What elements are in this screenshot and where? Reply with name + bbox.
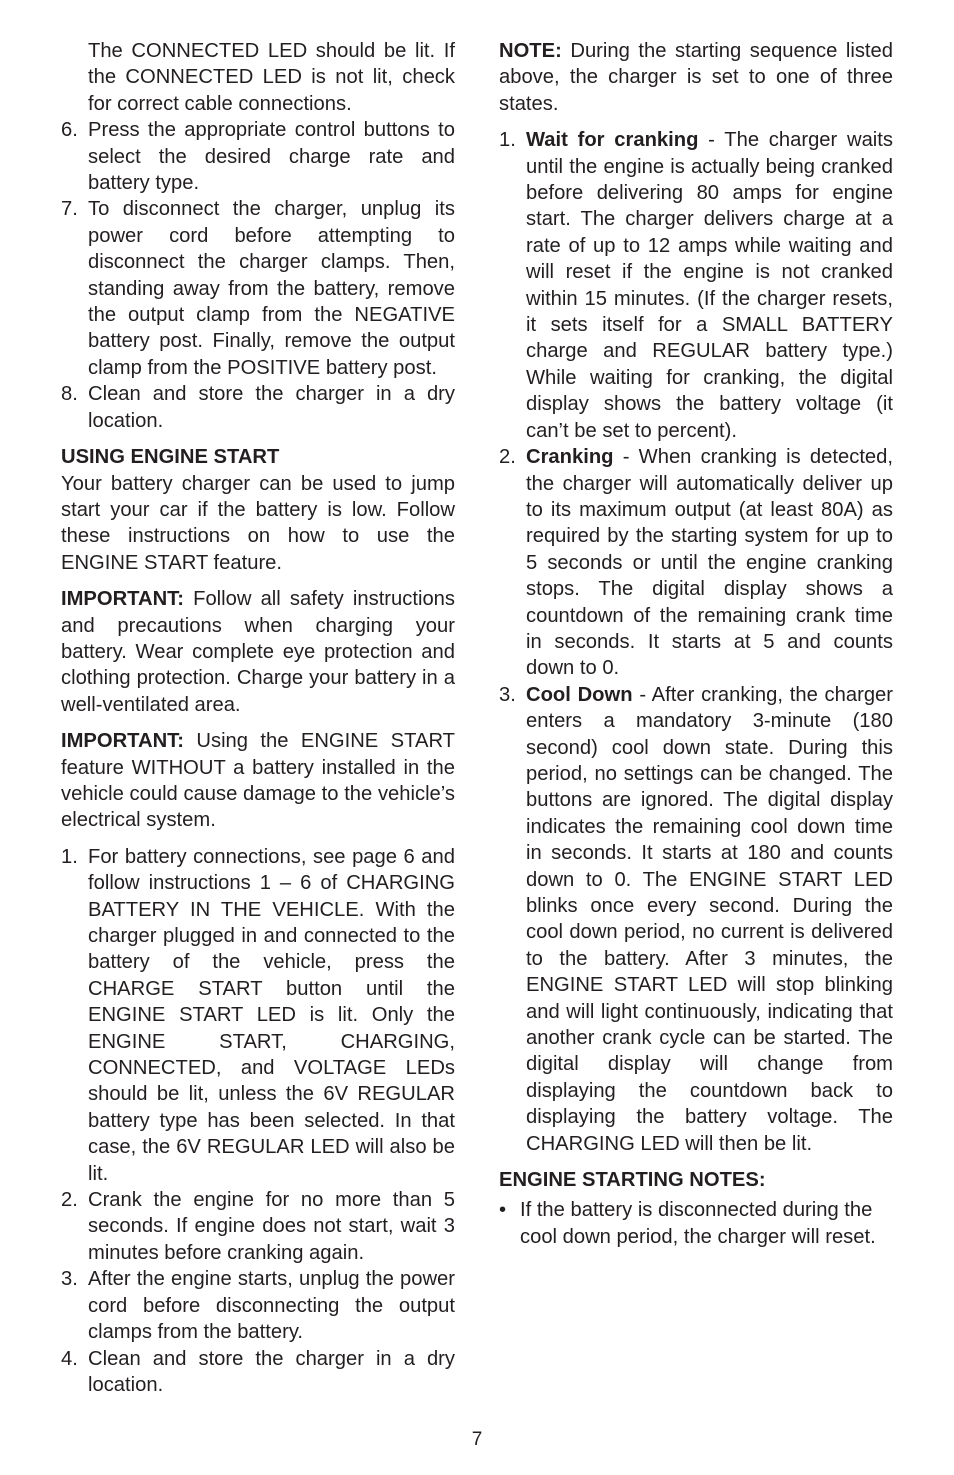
list-number: 1.	[61, 845, 78, 868]
important-label: IMPORTANT:	[61, 588, 184, 611]
engine-start-steps-list	[61, 844, 455, 1399]
list-number: 8.	[61, 383, 78, 406]
list-item	[61, 844, 455, 1187]
list-text: Clean and store the charger in a dry location.	[88, 383, 455, 432]
list-number: 3.	[61, 1268, 78, 1291]
state-title: Cool Down	[526, 683, 633, 706]
list-text: Crank the engine for no more than 5 seconds. If engine does not start, wait 3 minutes before cranking again.	[88, 1189, 455, 1264]
list-text: - After cranking, the charger enters a mandatory 3-minute (180 second) cool down state. During this period, no settings can be changed. The buttons are ignored. The digital display indicates the remaining cool down time in seconds. It starts at 180 and counts down to 0. The ENGINE START LED blinks once every second. During the cool down period, no current is delivered to the battery. After 3 minutes, the ENGINE START LED will stop blinking and will light continuously, indicating that another crank cycle can be started. The digital display will change from displaying the countdown back to displaying the battery voltage. The CHARGING LED will then be lit.	[526, 683, 894, 1155]
list-number: 4.	[61, 1347, 78, 1370]
note-text: During the starting sequence listed above, the charger is set to one of three states.	[499, 40, 893, 115]
right-column	[499, 38, 893, 1250]
left-column	[61, 38, 455, 1398]
list-text: To disconnect the charger, unplug its power cord before attempting to disconnect the charger clamps. Then, standing away from the battery, remove the output clamp from the NEGATIVE battery post. Finally, remove the output clamp from the POSITIVE battery post.	[88, 198, 455, 379]
important-text: Using the ENGINE START feature WITHOUT a battery installed in the vehicle could cause damage to the vehicle’s electrical system.	[61, 730, 455, 832]
list-number: 2.	[499, 446, 516, 469]
note-paragraph	[499, 38, 893, 117]
list-item	[61, 196, 455, 381]
state-title: Cranking	[526, 446, 614, 469]
section-heading: USING ENGINE START	[61, 446, 280, 469]
list-item	[61, 1187, 455, 1266]
important-safety-paragraph	[61, 586, 455, 718]
list-number: 1.	[499, 129, 516, 152]
bullet-icon: •	[499, 1199, 507, 1222]
continued-paragraph: The CONNECTED LED should be lit. If the CONNECTED LED is not lit, check for correct cable connections.	[88, 40, 455, 115]
list-number: 6.	[61, 119, 78, 142]
list-number: 3.	[499, 683, 516, 706]
charging-steps-list	[61, 117, 455, 434]
list-item	[61, 1346, 455, 1399]
list-item	[499, 682, 893, 1157]
list-text: For battery connections, see page 6 and follow instructions 1 – 6 of CHARGING BATTERY IN THE VEHICLE. With the charger plugged in and connected to the battery of the vehicle, press the CHARGE START button until the ENGINE START LED is lit. Only the ENGINE START, CHARGING, CONNECTED, and VOLTAGE LEDs should be lit, unless the 6V REGULAR battery type has been selected. In that case, the 6V REGULAR LED will also be lit.	[88, 845, 455, 1185]
list-text: Press the appropriate control buttons to select the desired charge rate and battery type.	[88, 119, 455, 195]
list-text: - When cranking is detected, the charger will automatically deliver up to its maximum output (at least 80A) as required by the starting system for up to 5 seconds or until the engine cranking stops. The digital display shows a countdown of the remaining crank time in seconds. It starts at 5 and counts down to 0.	[526, 446, 893, 680]
list-item	[499, 444, 893, 682]
list-text: After the engine starts, unplug the power cord before disconnecting the output clamps from the battery.	[88, 1268, 455, 1344]
notes-list	[499, 1197, 893, 1250]
important-warning-paragraph	[61, 728, 455, 834]
note-label: NOTE:	[499, 40, 562, 62]
important-label: IMPORTANT:	[61, 730, 184, 753]
list-text: If the battery is disconnected during the cool down period, the charger will reset.	[520, 1199, 876, 1248]
list-number: 2.	[61, 1189, 78, 1212]
charger-states-list	[499, 127, 893, 1157]
state-title: Wait for cranking	[526, 129, 699, 152]
list-item	[61, 381, 455, 434]
list-item	[61, 117, 455, 196]
notes-heading: ENGINE STARTING NOTES:	[499, 1169, 766, 1192]
list-text: - The charger waits until the engine is actually being cranked before delivering 80 amps for engine start. The charger delivers charge at a rate of up to 12 amps while waiting and will reset if the engine is not cranked within 15 minutes. (If the charger resets, it sets itself for a SMALL BATTERY charge and REGULAR battery type.) While waiting for cranking, the digital display shows the battery voltage (it can’t be set to percent).	[526, 129, 893, 442]
list-number: 7.	[61, 198, 78, 221]
page-number: 7	[471, 1429, 483, 1450]
list-item	[61, 1266, 455, 1345]
important-text: Follow all safety instructions and precautions when charging your battery. Wear complete eye protection and clothing protection. Charge your battery in a well-ventilated area.	[61, 588, 455, 716]
list-item	[499, 1197, 893, 1250]
list-item	[499, 127, 893, 444]
list-text: Clean and store the charger in a dry location.	[88, 1347, 455, 1396]
intro-paragraph: Your battery charger can be used to jump start your car if the battery is low. Follow these instructions on how to use the ENGINE START feature.	[61, 472, 455, 574]
